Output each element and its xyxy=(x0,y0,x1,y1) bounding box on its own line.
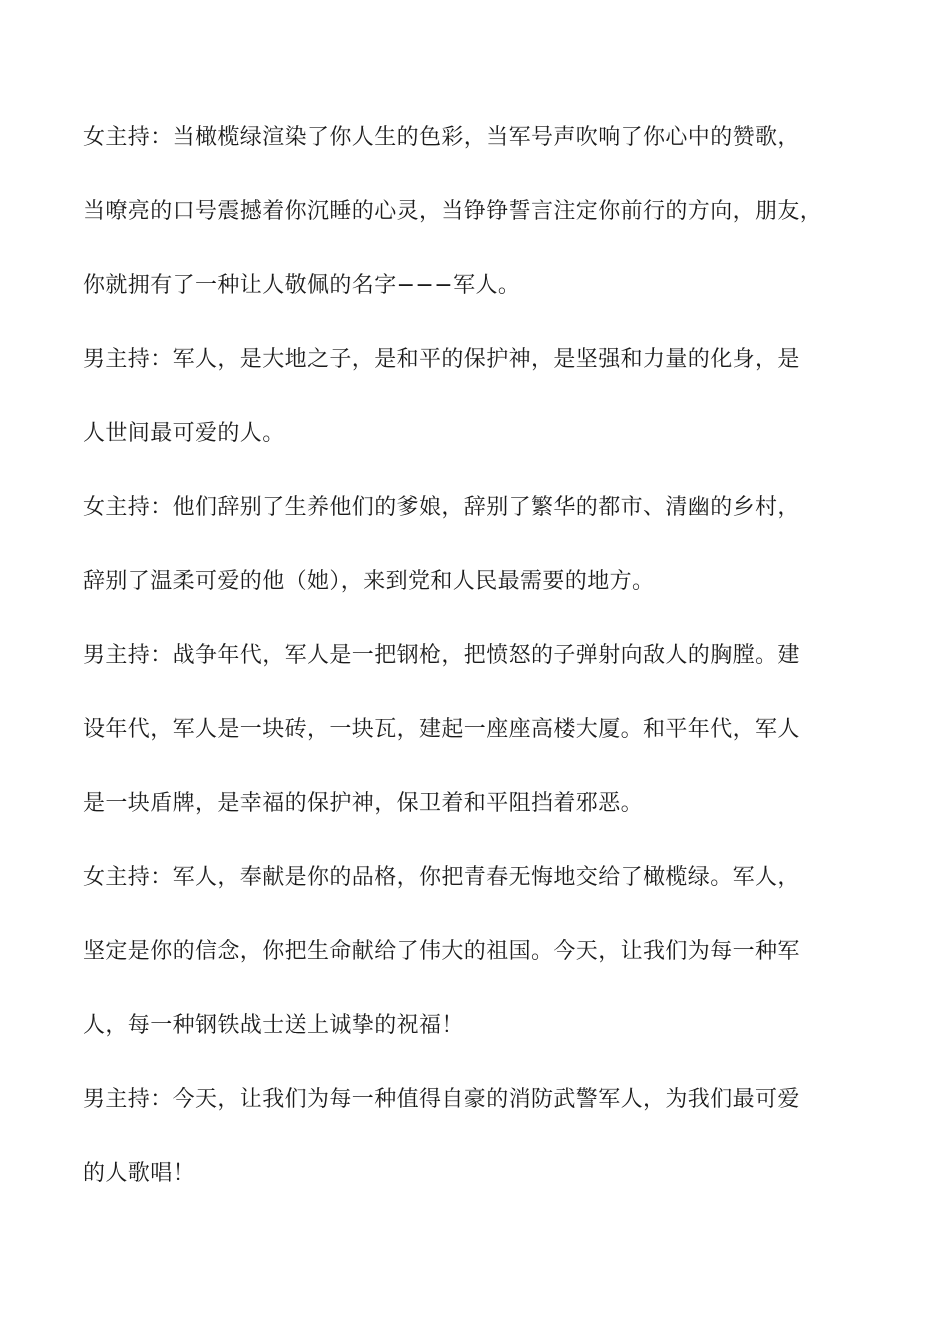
text-line: 男主持：今天，让我们为每一种值得自豪的消防武警军人，为我们最可爱 xyxy=(83,1087,800,1112)
text-line: 你就拥有了一种让人敬佩的名字−−−军人。 xyxy=(83,273,521,298)
text-line: 男主持：军人，是大地之子，是和平的保护神，是坚强和力量的化身，是 xyxy=(83,347,800,372)
text-line: 当嘹亮的口号震撼着你沉睡的心灵，当铮铮誓言注定你前行的方向，朋友， xyxy=(83,199,823,224)
text-line: 男主持：战争年代，军人是一把钢枪，把愤怒的子弹射向敌人的胸膛。建 xyxy=(83,643,800,668)
document-body xyxy=(83,118,883,1228)
text-line: 女主持：当橄榄绿渲染了你人生的色彩，当军号声吹响了你心中的赞歌， xyxy=(83,125,800,150)
text-line: 坚定是你的信念，你把生命献给了伟大的祖国。今天，让我们为每一种军 xyxy=(83,939,800,964)
text-line: 人，每一种钢铁战士送上诚挚的祝福！ xyxy=(83,1013,464,1038)
text-line: 辞别了温柔可爱的他（她），来到党和人民最需要的地方。 xyxy=(83,569,655,594)
text-line: 人世间最可爱的人。 xyxy=(83,421,285,446)
text-line: 女主持：他们辞别了生养他们的爹娘，辞别了繁华的都市、清幽的乡村， xyxy=(83,495,800,520)
text-line: 女主持：军人，奉献是你的品格，你把青春无悔地交给了橄榄绿。军人， xyxy=(83,865,800,890)
text-line: 是一块盾牌，是幸福的保护神，保卫着和平阻挡着邪恶。 xyxy=(83,791,644,816)
text-line: 设年代，军人是一块砖，一块瓦，建起一座座高楼大厦。和平年代，军人 xyxy=(83,717,800,742)
text-line: 的人歌唱！ xyxy=(83,1161,196,1186)
